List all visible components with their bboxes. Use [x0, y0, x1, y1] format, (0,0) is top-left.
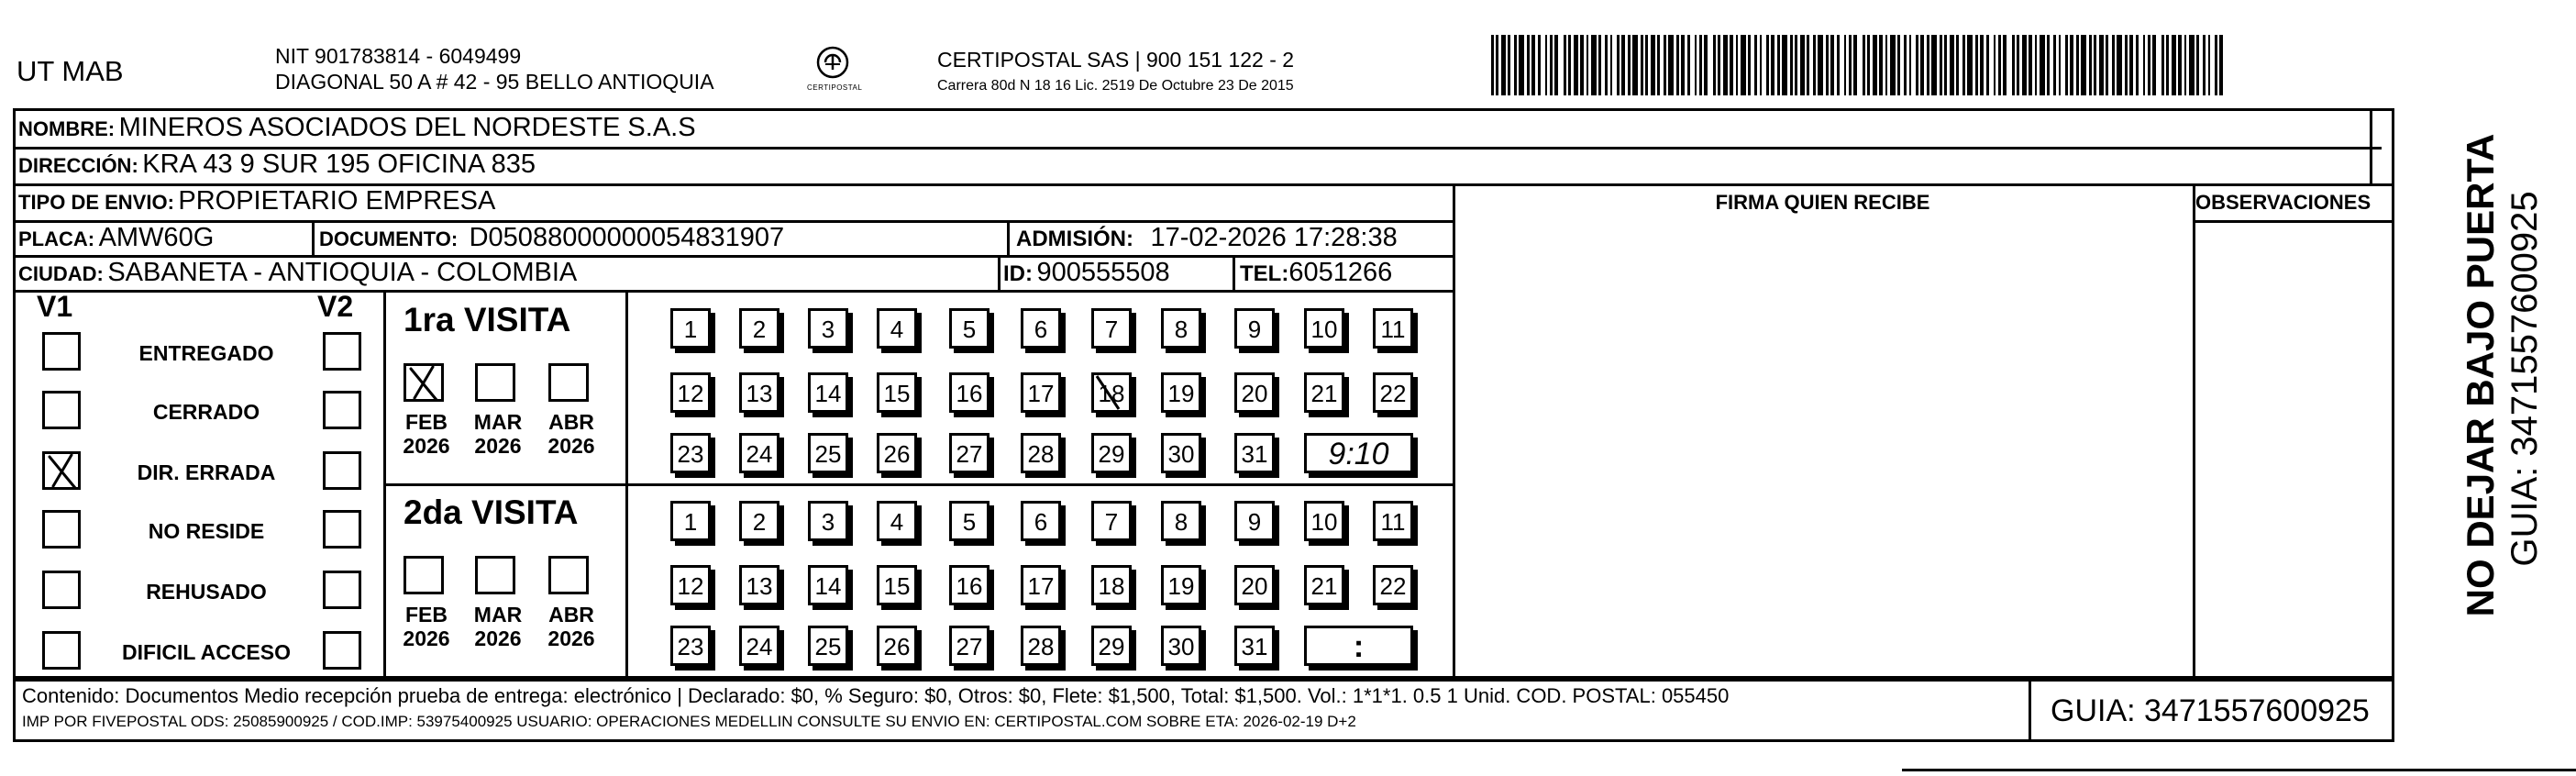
day-cell[interactable]: 14	[808, 565, 848, 605]
barcode-bar	[1782, 35, 1787, 95]
barcode-bar	[1927, 35, 1929, 95]
barcode-bar	[1587, 35, 1588, 95]
barcode-bar	[1931, 35, 1937, 95]
barcode-bar	[1580, 35, 1584, 95]
day-cell[interactable]: 23	[670, 626, 711, 666]
barcode	[1491, 0, 2225, 101]
barcode-bar	[1605, 35, 1608, 95]
nombre-value: MINEROS ASOCIADOS DEL NORDESTE S.A.S	[118, 113, 696, 142]
day-cell[interactable]: 10	[1304, 501, 1344, 541]
barcode-bar	[1491, 35, 1494, 95]
v1-header: V1	[37, 290, 73, 323]
day-cell[interactable]: 26	[877, 433, 917, 473]
day-cell[interactable]: 6	[1021, 308, 1061, 349]
barcode-bar	[1699, 35, 1702, 95]
day-cell[interactable]: 14	[808, 372, 848, 413]
barcode-bar	[1531, 35, 1535, 95]
day-cell[interactable]: 3	[808, 308, 848, 349]
barcode-bar	[1568, 35, 1571, 95]
barcode-bar	[1621, 35, 1625, 95]
certipostal-logo-icon	[814, 44, 851, 81]
contenido-text: Contenido: Documentos Medio recepción prueba de entrega: electrónico | Declarado: $0, % Seguro: $0, Otros: $0, Flete: $1,500, Total: $1,500. Vol.: 1*1*1. 0.5 1 Unid. COD. POSTAL: 055450	[22, 684, 1730, 707]
carrier-license: Carrera 80d N 18 16 Lic. 2519 De Octubre 23 De 2015	[937, 78, 1294, 94]
sender-nit: NIT 901783814 - 6049499	[275, 44, 522, 68]
month-checkbox[interactable]	[548, 556, 589, 594]
footer-guia: GUIA: 3471557600925	[2051, 693, 2370, 728]
id-value: 900555508	[1036, 258, 1170, 287]
v2-header: V2	[317, 290, 354, 323]
barcode-bar	[1867, 35, 1870, 95]
day-cell[interactable]: 24	[739, 433, 779, 473]
barcode-bar	[2022, 35, 2027, 95]
barcode-bar	[1574, 35, 1578, 95]
tipo-envio-value: PROPIETARIO EMPRESA	[178, 186, 496, 216]
barcode-bar	[1885, 35, 1887, 95]
barcode-bar	[1830, 35, 1834, 95]
side-warning: NO DEJAR BAJO PUERTA	[2459, 133, 2502, 617]
sender-address: DIAGONAL 50 A # 42 - 95 BELLO ANTIOQUIA	[275, 70, 714, 94]
day-cell[interactable]: 16	[949, 372, 989, 413]
day-cell[interactable]: 26	[877, 626, 917, 666]
v2-checkbox[interactable]	[323, 510, 361, 549]
barcode-bar	[2017, 35, 2019, 95]
tel-cell	[1240, 260, 1392, 286]
barcode-bar	[1826, 35, 1829, 95]
day-cell[interactable]: 28	[1021, 433, 1061, 473]
day-cell[interactable]: 10	[1304, 308, 1344, 349]
barcode-bar	[1818, 35, 1823, 95]
direccion-value: KRA 43 9 SUR 195 OFICINA 835	[142, 150, 536, 179]
barcode-bar	[2012, 35, 2015, 95]
barcode-bar	[2136, 35, 2139, 95]
barcode-bar	[1873, 35, 1877, 95]
day-cell[interactable]: 29	[1091, 433, 1132, 473]
barcode-bar	[2196, 35, 2199, 95]
barcode-bar	[2215, 35, 2217, 95]
day-cell[interactable]: 5	[949, 308, 989, 349]
barcode-bar	[1962, 35, 1965, 95]
day-cell[interactable]: 11	[1373, 308, 1413, 349]
day-cell[interactable]: 13	[739, 565, 779, 605]
barcode-bar	[1651, 35, 1655, 95]
tel-label: TEL:	[1240, 261, 1289, 286]
barcode-bar	[1748, 35, 1751, 95]
barcode-bar	[2189, 35, 2195, 95]
visit2-title: 2da VISITA	[404, 493, 579, 531]
day-cell[interactable]: 7	[1091, 501, 1132, 541]
day-cell[interactable]: 9	[1234, 308, 1275, 349]
barcode-bar	[1632, 35, 1638, 95]
v1-checkbox[interactable]	[42, 510, 81, 549]
day-cell[interactable]: 31	[1234, 433, 1275, 473]
barcode-bar	[1736, 35, 1738, 95]
barcode-bar	[2070, 35, 2073, 95]
certipostal-logo-text: CERTIPOSTAL	[807, 83, 863, 92]
barcode-bar	[2094, 35, 2096, 95]
month-label: MAR 2026	[473, 410, 523, 458]
day-cell[interactable]: 4	[877, 501, 917, 541]
day-cell[interactable]: 27	[949, 626, 989, 666]
barcode-bar	[2125, 35, 2128, 95]
day-cell[interactable]: 4	[877, 308, 917, 349]
barcode-bar	[1519, 35, 1524, 95]
month-label: FEB 2026	[403, 410, 450, 458]
day-cell[interactable]: 8	[1161, 501, 1201, 541]
barcode-bar	[2112, 35, 2115, 95]
day-cell[interactable]: 25	[808, 626, 848, 666]
barcode-bar	[2047, 35, 2050, 95]
day-cell[interactable]: 5	[949, 501, 989, 541]
barcode-bar	[2161, 35, 2164, 95]
barcode-bar	[1975, 35, 1978, 95]
day-cell[interactable]: 20	[1234, 565, 1275, 605]
day-cell[interactable]: 17	[1021, 565, 1061, 605]
barcode-bar	[1879, 35, 1883, 95]
barcode-bar	[2129, 35, 2133, 95]
barcode-bar	[2152, 35, 2156, 95]
barcode-bar	[2143, 35, 2145, 95]
barcode-bar	[1610, 35, 1612, 95]
day-cell[interactable]: 25	[808, 433, 848, 473]
barcode-bar	[1998, 35, 2001, 95]
barcode-bar	[2059, 35, 2061, 95]
barcode-bar	[2029, 35, 2032, 95]
barcode-bar	[1550, 35, 1553, 95]
day-cell[interactable]: 6	[1021, 501, 1061, 541]
v1-checkbox[interactable]	[42, 332, 81, 371]
day-cell[interactable]: 17	[1021, 372, 1061, 413]
day-cell[interactable]: 12	[670, 372, 711, 413]
barcode-bar	[1916, 35, 1918, 95]
barcode-bar	[1598, 35, 1601, 95]
barcode-bar	[1813, 35, 1816, 95]
day-cell[interactable]: 20	[1234, 372, 1275, 413]
barcode-bar	[1909, 35, 1911, 95]
barcode-bar	[1514, 35, 1517, 95]
company-name: UT MAB	[17, 55, 124, 87]
admision-value: 17-02-2026 17:28:38	[1150, 223, 1398, 252]
v2-checkbox[interactable]	[323, 631, 361, 670]
barcode-bar	[2035, 35, 2037, 95]
barcode-bar	[2076, 35, 2079, 95]
day-cell[interactable]: 12	[670, 565, 711, 605]
day-cell[interactable]: 31	[1234, 626, 1275, 666]
barcode-bar	[1760, 35, 1762, 95]
barcode-bar	[1904, 35, 1907, 95]
v1-checkbox[interactable]	[42, 391, 81, 429]
nombre-label: NOMBRE:	[18, 117, 116, 140]
barcode-bar	[1591, 35, 1597, 95]
day-cell[interactable]: 7	[1091, 308, 1132, 349]
day-cell[interactable]: 22	[1373, 565, 1413, 605]
barcode-bar	[2106, 35, 2108, 95]
ciudad-label: CIUDAD:	[18, 262, 104, 285]
barcode-bar	[1681, 35, 1685, 95]
barcode-bar	[1645, 35, 1648, 95]
barcode-bar	[1741, 35, 1746, 95]
barcode-bar	[1807, 35, 1809, 95]
barcode-bar	[2081, 35, 2086, 95]
day-cell[interactable]: 15	[877, 565, 917, 605]
tipo-envio-label: TIPO DE ENVIO:	[18, 191, 174, 214]
v1-checkbox[interactable]	[42, 571, 81, 609]
barcode-bar	[1538, 35, 1541, 95]
barcode-bar	[1723, 35, 1728, 95]
day-cell[interactable]: 22	[1373, 372, 1413, 413]
day-cell[interactable]: 19	[1161, 565, 1201, 605]
placa-label: PLACA:	[18, 227, 95, 250]
v2-checkbox[interactable]	[323, 451, 361, 490]
barcode-bar	[1695, 35, 1697, 95]
day-cell[interactable]: 3	[808, 501, 848, 541]
barcode-bar	[2065, 35, 2068, 95]
barcode-bar	[1545, 35, 1547, 95]
barcode-bar	[1754, 35, 1757, 95]
barcode-bar	[1986, 35, 1989, 95]
day-cell[interactable]: 27	[949, 433, 989, 473]
barcode-bar	[1863, 35, 1865, 95]
barcode-bar	[1994, 35, 1996, 95]
v2-checkbox[interactable]	[323, 571, 361, 609]
month-label: FEB 2026	[403, 603, 450, 650]
day-cell[interactable]: 18	[1091, 372, 1132, 413]
month-checkbox[interactable]	[404, 556, 444, 594]
barcode-bar	[2148, 35, 2150, 95]
placa-row	[18, 225, 214, 251]
day-cell[interactable]: 15	[877, 372, 917, 413]
day-cell[interactable]: 13	[739, 372, 779, 413]
side-text	[2405, 133, 2545, 651]
barcode-bar	[2053, 35, 2056, 95]
direccion-row	[18, 151, 536, 178]
barcode-bar	[1890, 35, 1896, 95]
barcode-bar	[1844, 35, 1846, 95]
barcode-bar	[1777, 35, 1780, 95]
barcode-bar	[1730, 35, 1733, 95]
status-label: REHUSADO	[146, 580, 267, 604]
day-cell[interactable]: 1	[670, 308, 711, 349]
day-cell[interactable]: 29	[1091, 626, 1132, 666]
ciudad-row	[18, 260, 577, 286]
barcode-bar	[2166, 35, 2169, 95]
id-label: ID:	[1003, 261, 1033, 286]
documento-cell	[319, 225, 784, 251]
tel-value: 6051266	[1288, 258, 1393, 287]
barcode-bar	[1920, 35, 1924, 95]
tipo-envio-row	[18, 188, 495, 215]
month-label: ABR 2026	[547, 603, 595, 650]
barcode-bar	[1944, 35, 1947, 95]
day-cell[interactable]: 18	[1091, 565, 1132, 605]
status-label: CERRADO	[152, 400, 260, 424]
barcode-bar	[1771, 35, 1774, 95]
barcode-bar	[1704, 35, 1708, 95]
barcode-bar	[1641, 35, 1643, 95]
month-checkbox[interactable]	[548, 363, 589, 402]
day-cell[interactable]: 21	[1304, 372, 1344, 413]
day-cell[interactable]: 2	[739, 501, 779, 541]
barcode-bar	[1564, 35, 1566, 95]
barcode-bar	[1676, 35, 1679, 95]
ciudad-value: SABANETA - ANTIOQUIA - COLOMBIA	[107, 258, 578, 287]
status-label: DIR. ERRADA	[137, 460, 276, 484]
barcode-bar	[1628, 35, 1631, 95]
visit1-title: 1ra VISITA	[404, 301, 571, 338]
barcode-bar	[1508, 35, 1510, 95]
v1-checkbox[interactable]	[42, 451, 81, 490]
documento-label: DOCUMENTO:	[319, 227, 459, 250]
status-label: ENTREGADO	[138, 341, 274, 365]
v1-checkbox[interactable]	[42, 631, 81, 670]
barcode-bar	[2219, 35, 2223, 95]
admision-label: ADMISIÓN:	[1016, 227, 1133, 251]
day-cell[interactable]: 23	[670, 433, 711, 473]
imp-text: IMP POR FIVEPOSTAL ODS: 25085900925 / COD.IMP: 53975400925 USUARIO: OPERACIONES MEDELLIN CONSULTE SU ENVIO EN: CERTIPOSTAL.COM SOBRE ETA: 2026-02-19 D+2	[22, 713, 1356, 730]
status-label: DIFICIL ACCESO	[121, 640, 291, 664]
barcode-bar	[1617, 35, 1620, 95]
barcode-bar	[1795, 35, 1797, 95]
barcode-bar	[1956, 35, 1959, 95]
barcode-bar	[1800, 35, 1805, 95]
placa-value: AMW60G	[98, 223, 215, 252]
time-field[interactable]: :	[1304, 626, 1413, 666]
month-checkbox[interactable]	[404, 363, 444, 402]
barcode-bar	[1664, 35, 1666, 95]
barcode-bar	[1687, 35, 1690, 95]
day-cell[interactable]: 9	[1234, 501, 1275, 541]
nombre-row	[18, 115, 696, 141]
day-cell[interactable]: 11	[1373, 501, 1413, 541]
barcode-bar	[1718, 35, 1720, 95]
barcode-bar	[2184, 35, 2186, 95]
day-cell[interactable]: 8	[1161, 308, 1201, 349]
admision-cell	[1016, 225, 1398, 251]
day-cell[interactable]: 1	[670, 501, 711, 541]
day-cell[interactable]: 19	[1161, 372, 1201, 413]
barcode-bar	[2117, 35, 2122, 95]
day-cell[interactable]: 24	[739, 626, 779, 666]
barcode-bar	[1790, 35, 1793, 95]
documento-value: D05088000000054831907	[469, 223, 785, 252]
bottom-rule	[1902, 769, 2576, 771]
barcode-bar	[2040, 35, 2045, 95]
barcode-bar	[1657, 35, 1660, 95]
barcode-bar	[2203, 35, 2206, 95]
day-cell[interactable]: 28	[1021, 626, 1061, 666]
barcode-bar	[1766, 35, 1769, 95]
day-cell[interactable]: 21	[1304, 565, 1344, 605]
barcode-bar	[1527, 35, 1530, 95]
barcode-bar	[1501, 35, 1506, 95]
status-label: NO RESIDE	[148, 519, 265, 543]
barcode-bar	[2178, 35, 2182, 95]
barcode-bar	[1713, 35, 1716, 95]
day-cell[interactable]: 30	[1161, 626, 1201, 666]
id-cell	[1003, 260, 1170, 286]
barcode-bar	[1940, 35, 1942, 95]
barcode-bar	[1849, 35, 1852, 95]
day-cell[interactable]: 2	[739, 308, 779, 349]
month-label: MAR 2026	[473, 603, 523, 650]
barcode-bar	[1967, 35, 1973, 95]
barcode-bar	[1554, 35, 1558, 95]
barcode-bar	[1668, 35, 1674, 95]
barcode-bar	[1853, 35, 1857, 95]
month-label: ABR 2026	[547, 410, 595, 458]
firma-header: FIRMA QUIEN RECIBE	[1715, 191, 1930, 214]
carrier-name: CERTIPOSTAL SAS | 900 151 122 - 2	[937, 48, 1295, 72]
barcode-bar	[2172, 35, 2176, 95]
month-checkbox[interactable]	[475, 556, 515, 594]
barcode-bar	[1950, 35, 1954, 95]
observaciones-header: OBSERVACIONES	[2195, 191, 2371, 214]
day-cell[interactable]: 16	[949, 565, 989, 605]
barcode-bar	[1837, 35, 1840, 95]
barcode-bar	[1980, 35, 1984, 95]
barcode-bar	[1496, 35, 1498, 95]
v2-checkbox[interactable]	[323, 332, 361, 371]
barcode-bar	[2003, 35, 2007, 95]
side-guia: GUIA: 3471557600925	[2504, 191, 2545, 567]
barcode-bar	[2208, 35, 2210, 95]
month-checkbox[interactable]	[475, 363, 515, 402]
barcode-bar	[1897, 35, 1900, 95]
barcode-bar	[2089, 35, 2092, 95]
barcode-bar	[2099, 35, 2104, 95]
time-field[interactable]: 9:10	[1304, 433, 1413, 473]
day-cell[interactable]: 30	[1161, 433, 1201, 473]
direccion-label: DIRECCIÓN:	[18, 154, 138, 177]
v2-checkbox[interactable]	[323, 391, 361, 429]
